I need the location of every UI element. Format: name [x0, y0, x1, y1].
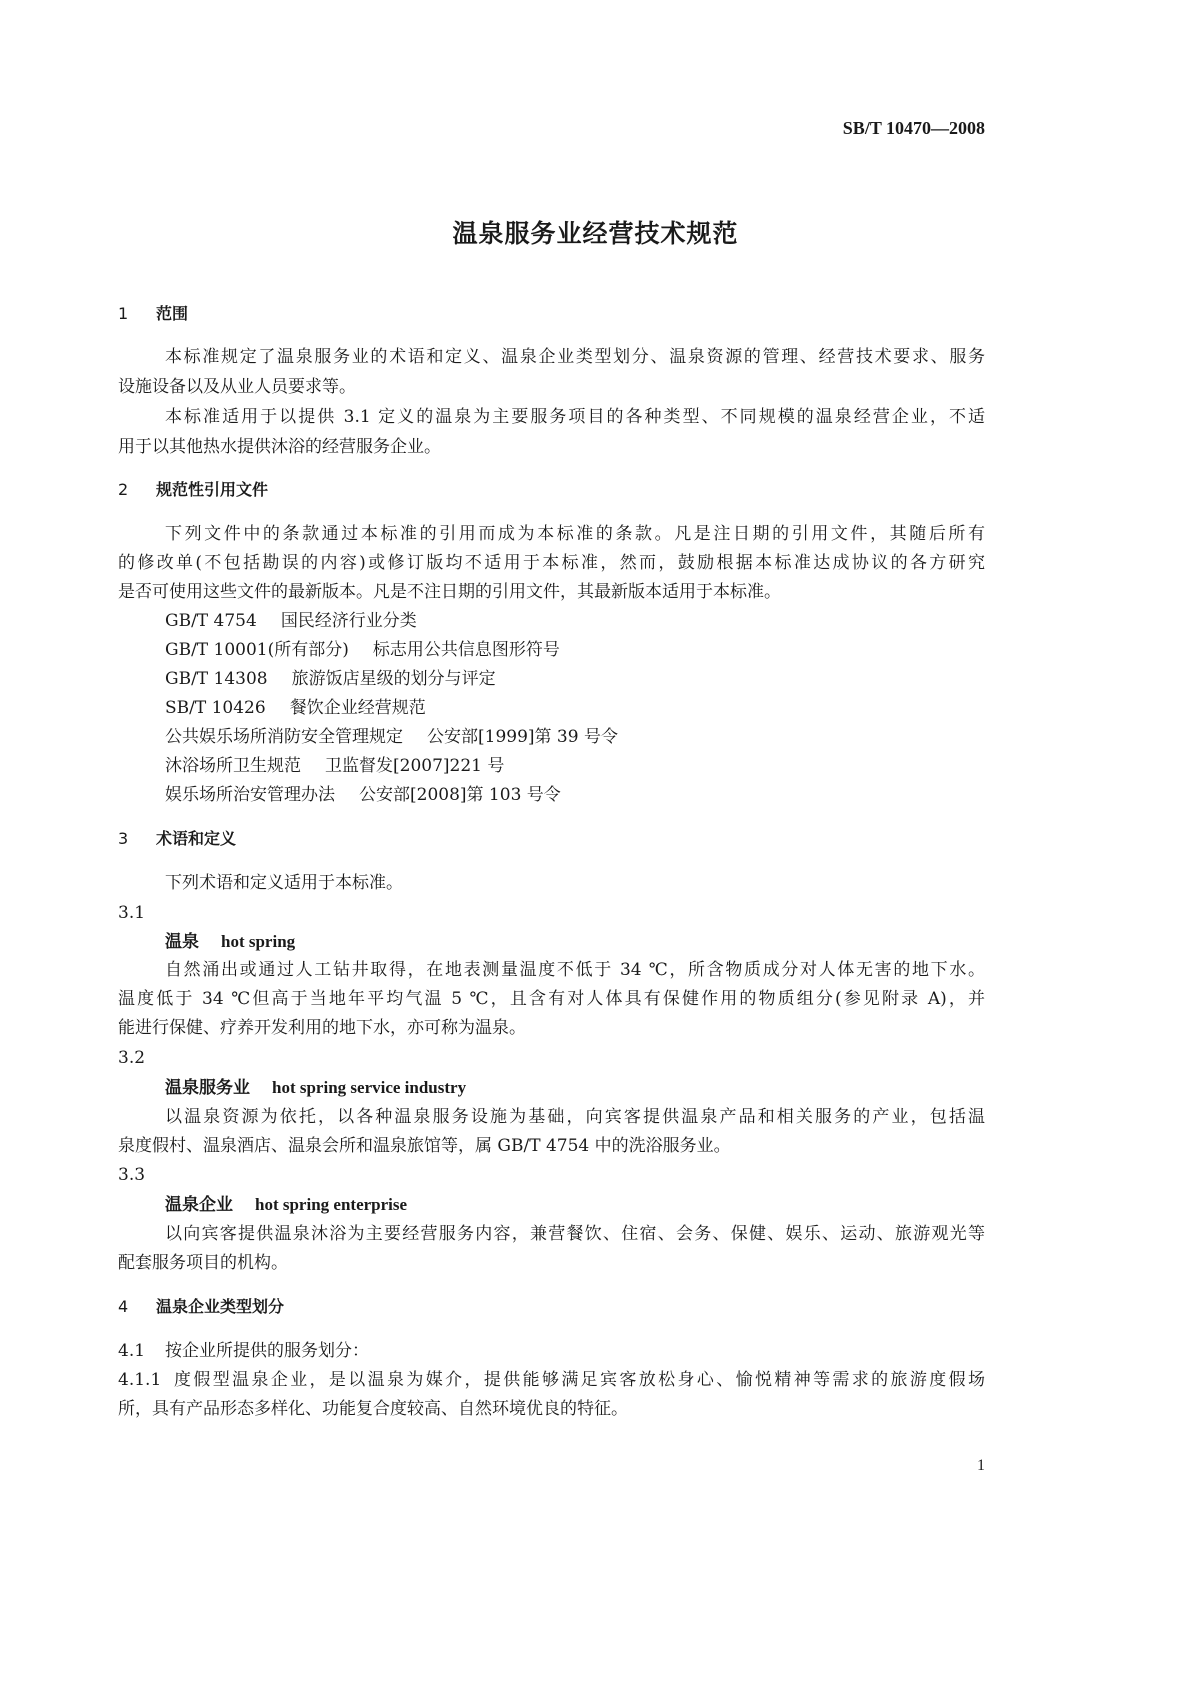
reference-name: 卫监督发[2007]221 号 — [325, 756, 505, 776]
reference-item — [165, 726, 618, 748]
paragraph-line: 的修改单(不包括勘误的内容)或修订版均不适用于本标准，然而，鼓励根据本标准达成协议的各方研究 — [118, 553, 985, 573]
page-number: 1 — [977, 1457, 985, 1474]
reference-code: 沐浴场所卫生规范 — [165, 756, 301, 776]
reference-code: GB/T 4754 — [165, 611, 257, 631]
clause-text: 按企业所提供的服务划分： — [165, 1341, 370, 1361]
term-zh: 温泉企业 — [165, 1195, 233, 1215]
clause-number: 4.1 — [118, 1341, 146, 1361]
standard-number: SB/T 10470—2008 — [842, 118, 985, 138]
term-heading — [165, 931, 295, 953]
section-number: 4 — [118, 1297, 129, 1316]
paragraph-line: 下列文件中的条款通过本标准的引用而成为本标准的条款。凡是注日期的引用文件，其随后所有 — [165, 524, 985, 544]
reference-name: 国民经济行业分类 — [280, 611, 417, 631]
paragraph-line: 以温泉资源为依托，以各种温泉服务设施为基础，向宾客提供温泉产品和相关服务的产业，包括温 — [165, 1107, 985, 1127]
clause-number: 4.1.1 — [118, 1370, 162, 1390]
document-title: 温泉服务业经营技术规范 — [452, 219, 739, 248]
paragraph-line: 能进行保健、疗养开发利用的地下水，亦可称为温泉。 — [118, 1018, 526, 1038]
paragraph-line: 本标准适用于以提供 3.1 定义的温泉为主要服务项目的各种类型、不同规模的温泉经营企业，不适 — [165, 407, 985, 427]
section-heading-4 — [118, 1296, 284, 1318]
paragraph-line: 配套服务项目的机构。 — [118, 1253, 288, 1273]
term-zh: 温泉 — [165, 932, 199, 952]
term-heading — [165, 1077, 466, 1099]
section-title: 术语和定义 — [156, 829, 237, 848]
paragraph-line: 下列术语和定义适用于本标准。 — [165, 873, 403, 893]
reference-name: 公安部[2008]第 103 号令 — [359, 785, 561, 805]
clause-number: 3.3 — [118, 1165, 146, 1185]
reference-item — [165, 668, 496, 690]
reference-code: 娱乐场所治安管理办法 — [165, 785, 335, 805]
reference-name: 标志用公共信息图形符号 — [372, 640, 560, 660]
clause-text: 度假型温泉企业，是以温泉为媒介，提供能够满足宾客放松身心、愉悦精神等需求的旅游度假场 — [174, 1370, 985, 1390]
reference-code: GB/T 14308 — [165, 669, 268, 689]
reference-item — [165, 784, 561, 806]
paragraph-line: 是否可使用这些文件的最新版本。凡是不注日期的引用文件，其最新版本适用于本标准。 — [118, 582, 781, 602]
reference-item — [165, 755, 504, 777]
paragraph-line: 所，具有产品形态多样化、功能复合度较高、自然环境优良的特征。 — [118, 1399, 628, 1419]
reference-item — [165, 639, 560, 661]
term-en: hot spring enterprise — [255, 1195, 408, 1214]
paragraph-line: 以向宾客提供温泉沐浴为主要经营服务内容，兼营餐饮、住宿、会务、保健、娱乐、运动、旅游观光等 — [165, 1224, 985, 1244]
reference-code: SB/T 10426 — [165, 698, 266, 718]
section-heading-2 — [118, 479, 268, 501]
section-number: 2 — [118, 480, 129, 499]
reference-item — [165, 697, 426, 719]
term-heading — [165, 1194, 407, 1216]
term-en: hot spring service industry — [272, 1078, 467, 1097]
section-number: 1 — [118, 304, 129, 323]
reference-name: 旅游饭店星级的划分与评定 — [291, 669, 496, 689]
clause-4-1 — [118, 1340, 369, 1362]
section-title: 范围 — [156, 304, 189, 323]
paragraph-line: 自然涌出或通过人工钻井取得，在地表测量温度不低于 34 ℃，所含物质成分对人体无害的地下水。 — [165, 960, 985, 980]
paragraph-line: 泉度假村、温泉酒店、温泉会所和温泉旅馆等，属 GB/T 4754 中的洗浴服务业。 — [118, 1136, 731, 1156]
reference-code: GB/T 10001(所有部分) — [165, 640, 349, 660]
section-title: 规范性引用文件 — [156, 480, 269, 499]
reference-code: 公共娱乐场所消防安全管理规定 — [165, 727, 403, 747]
section-number: 3 — [118, 829, 129, 848]
section-heading-3 — [118, 828, 236, 850]
reference-name: 公安部[1999]第 39 号令 — [427, 727, 618, 747]
term-zh: 温泉服务业 — [165, 1078, 250, 1098]
clause-4-1-1 — [118, 1369, 985, 1391]
clause-number: 3.1 — [118, 903, 146, 923]
term-en: hot spring — [221, 932, 296, 951]
paragraph-line: 用于以其他热水提供沐浴的经营服务企业。 — [118, 437, 441, 457]
section-title: 温泉企业类型划分 — [156, 1297, 285, 1316]
paragraph-line: 设施设备以及从业人员要求等。 — [118, 377, 356, 397]
paragraph-line: 温度低于 34 ℃但高于当地年平均气温 5 ℃，且含有对人体具有保健作用的物质组分(参见附录 A)，并 — [118, 989, 985, 1009]
paragraph-line: 本标准规定了温泉服务业的术语和定义、温泉企业类型划分、温泉资源的管理、经营技术要求、服务 — [165, 347, 985, 367]
reference-name: 餐饮企业经营规范 — [289, 698, 426, 718]
reference-item — [165, 610, 417, 632]
clause-number: 3.2 — [118, 1048, 146, 1068]
section-heading-1 — [118, 303, 188, 325]
